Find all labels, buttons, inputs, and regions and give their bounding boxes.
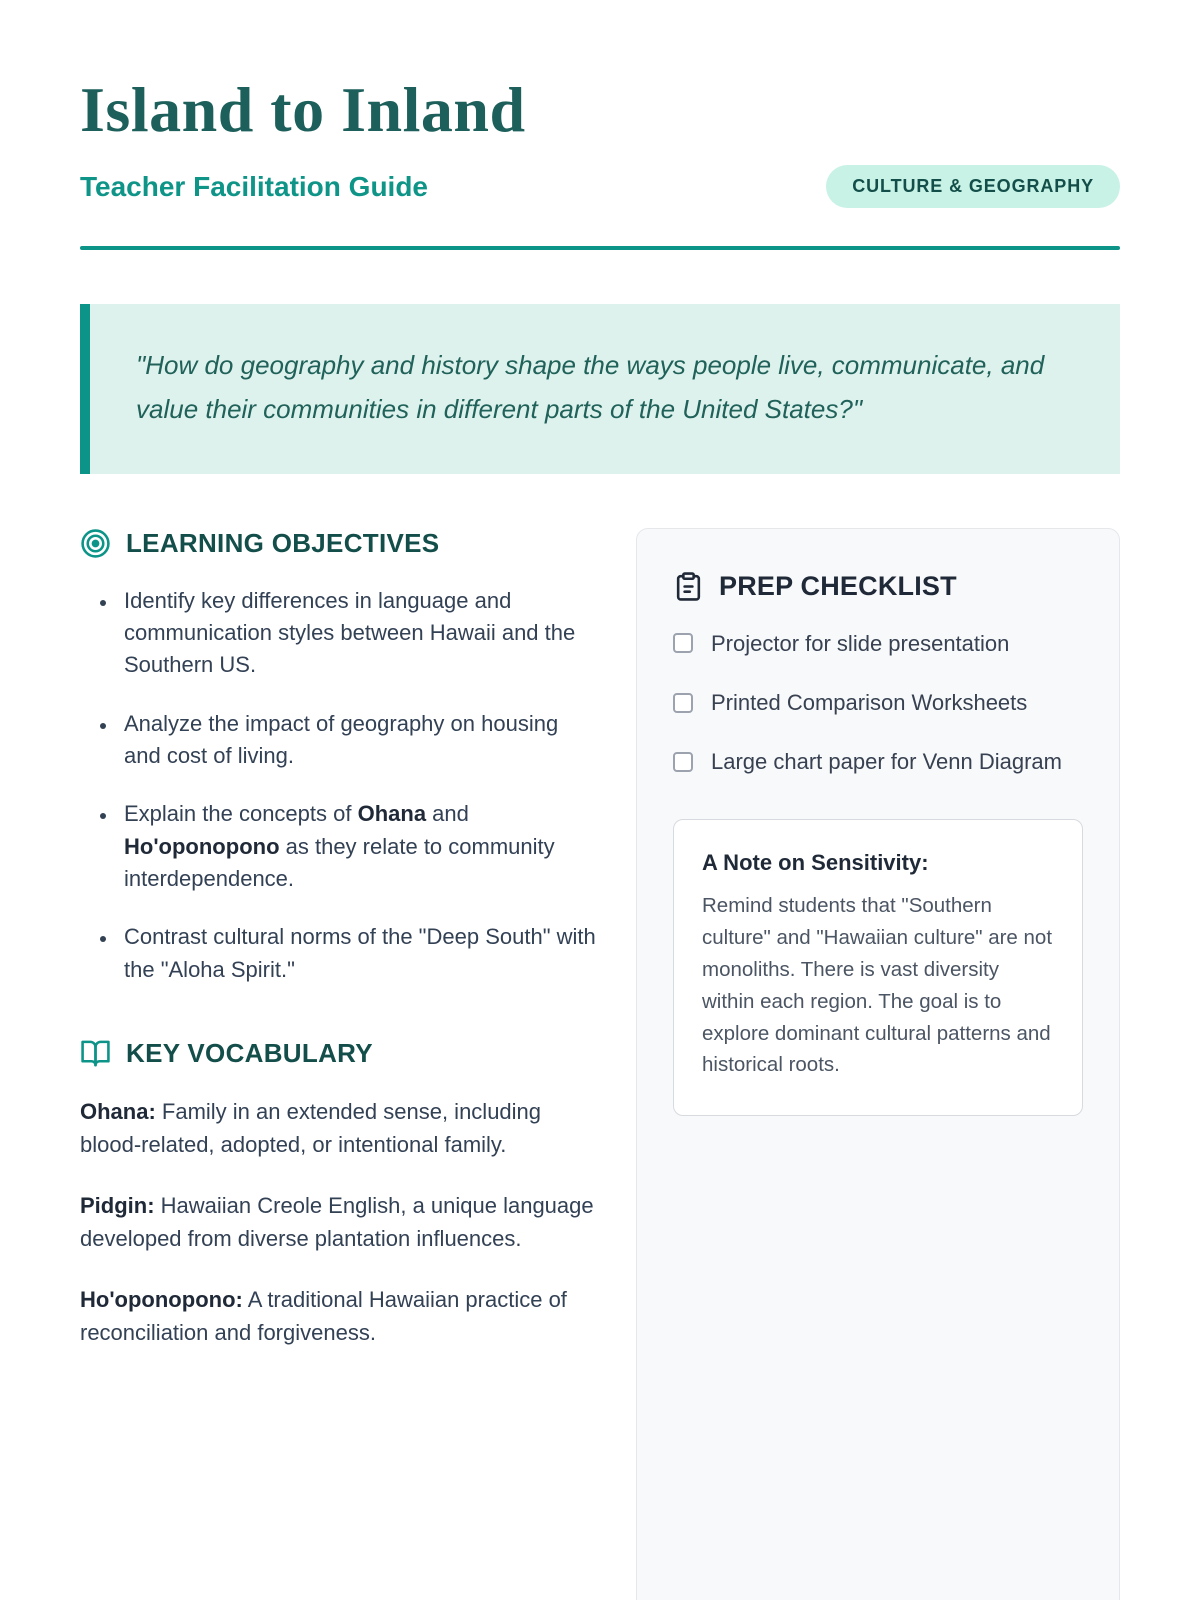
objective-text: Explain the concepts of [124,801,358,827]
sensitivity-note-card [673,819,1083,1116]
essential-question-block [80,304,1120,473]
objective-text: Contrast cultural norms of the "Deep South" with the "Aloha Spirit." [124,924,596,982]
key-vocabulary-section [80,1038,598,1349]
prep-checklist-heading [673,571,1083,602]
vocab-term-emphasis: Ohana [357,801,427,827]
checklist-item [673,687,1083,718]
key-vocabulary-label: KEY VOCABULARY [126,1038,373,1069]
objectives-list [88,585,598,986]
objective-text: as they relate to community interdependence. [124,833,555,892]
page-header [80,75,1120,250]
content-columns [80,528,1120,1600]
category-badge: CULTURE & GEOGRAPHY [826,165,1120,208]
sensitivity-note-heading: A Note on Sensitivity: [702,850,929,876]
page-title: Island to Inland [80,74,526,145]
objective-item [118,798,598,895]
sidebar-column [636,528,1120,1600]
open-book-icon [80,1038,111,1069]
vocab-term: Pidgin: [80,1193,155,1219]
essential-question-text: "How do geography and history shape the ways people live, communicate, and value their communities in different parts of the United States?" [136,350,1045,425]
prep-checklist-label: PREP CHECKLIST [719,570,957,601]
header-divider [80,246,1120,250]
objective-text: Identify key differences in language and communication styles between Hawaii and the Southern US. [124,587,576,678]
objective-text: Analyze the impact of geography on housing and cost of living. [124,710,559,769]
checklist-item [673,746,1083,777]
sensitivity-note-body: Remind students that "Southern culture" and "Hawaiian culture" are not monoliths. There is vast diversity within each region. The goal is to explore dominant cultural patterns and historical roots. [702,894,1053,1077]
checklist-item-label: Large chart paper for Venn Diagram [711,749,1062,775]
vocab-term: Ohana: [80,1099,156,1125]
vocab-entry [80,1189,598,1255]
learning-objectives-heading [80,528,598,559]
checkbox[interactable] [673,633,693,653]
clipboard-icon [673,571,704,602]
checklist-item-label: Printed Comparison Worksheets [711,689,1028,715]
vocab-definition: A traditional Hawaiian practice of reconciliation and forgiveness. [80,1287,567,1346]
vocab-entry [80,1095,598,1161]
vocab-definition: Family in an extended sense, including blood-related, adopted, or intentional family. [80,1099,542,1158]
objective-text: and [426,801,469,827]
checklist-item-label: Projector for slide presentation [711,630,1010,656]
checkbox[interactable] [673,752,693,772]
vocab-entry [80,1283,598,1349]
objective-item [118,585,598,682]
checkbox[interactable] [673,693,693,713]
main-column [80,528,598,1377]
vocab-definition: Hawaiian Creole English, a unique language developed from diverse plantation influences. [80,1193,594,1252]
objective-item [118,708,598,773]
vocab-term-emphasis: Ho'oponopono [124,833,280,859]
key-vocabulary-heading [80,1038,598,1069]
checklist-item [673,628,1083,659]
vocab-term: Ho'oponopono: [80,1287,243,1313]
page-subtitle: Teacher Facilitation Guide [80,170,429,202]
prep-checklist-card [636,528,1120,1600]
objective-item [118,921,598,986]
target-icon [80,528,111,559]
learning-objectives-label: LEARNING OBJECTIVES [126,527,440,558]
